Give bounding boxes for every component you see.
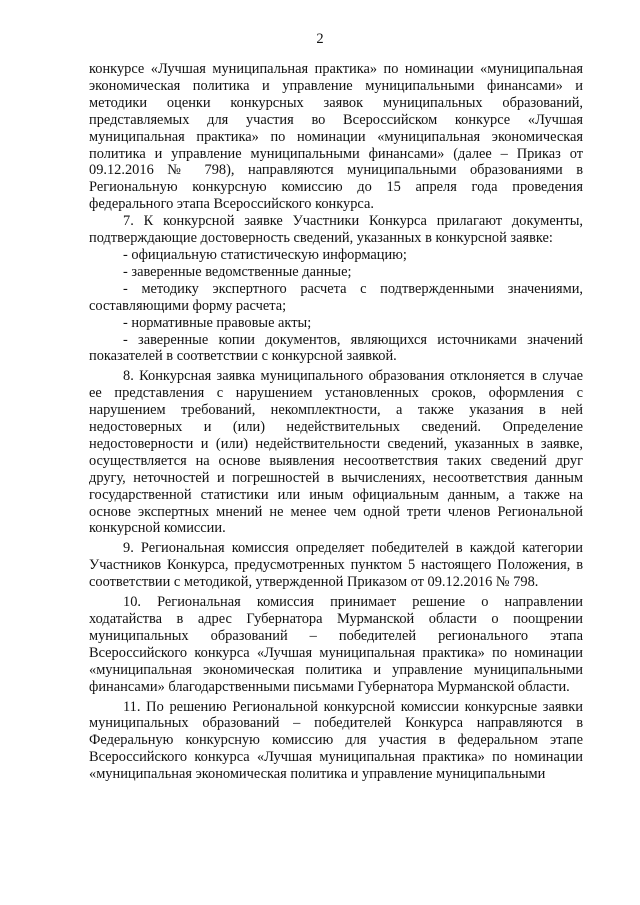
list-item: - методику экспертного расчета с подтвержденными значениями, составляющими форму расчета; [89,280,583,314]
document-body [89,61,583,783]
page-number: 2 [316,31,324,47]
list-item: - официальную статистическую информацию; [123,246,407,263]
list-item: - заверенные ведомственные данные; [123,263,352,280]
paragraph-8: 8. Конкурсная заявка муниципального образования отклоняется в случае ее представления с нарушением установленных сроков, оформления с нарушением требований, некомплектности, а также указания в ней недостоверных и (или) недействительных сведений. Определение недостоверности и (или) недействительности сведений, указанных в заявке, осуществляется на основе выявления несоответствия таких сведений друг другу, неточностей и погрешностей в вычислениях, несоответствия данным государственной статистики или иным официальным данным, а также на основе экспертных мнений не менее чем одной трети членов Региональной конкурсной комиссии. [89,368,583,537]
list-item: - заверенные копии документов, являющихся источниками значений показателей в соответствии с конкурсной заявкой. [89,331,583,365]
paragraph-10: 10. Региональная комиссия принимает решение о направлении ходатайства в адрес Губернатора Мурманской области о поощрении муниципальных образований – победителей регионального этапа Всероссийского конкурса «Лучшая муниципальная практика» по номинации «муниципальная экономическая политика и управление муниципальными финансами» благодарственными письмами Губернатора Мурманской области. [89,594,583,695]
paragraph-7: 7. К конкурсной заявке Участники Конкурса прилагают документы, подтверждающие достоверность сведений, указанных в конкурсной заявке: [89,213,583,247]
paragraph-11: 11. По решению Региональной конкурсной комиссии конкурсные заявки муниципальных образований – победителей Конкурса направляются в Федеральную конкурсную комиссию для участия в федеральном этапе Всероссийского конкурса «Лучшая муниципальная практика» по номинации «муниципальная экономическая политика и управление муниципальными [89,698,583,783]
paragraph-6-continuation: конкурсе «Лучшая муниципальная практика» по номинации «муниципальная экономическая политика и управление муниципальными финансами» и методики оценки конкурсных заявок муниципальных образований, представляемых для участия во Всероссийском конкурсе «Лучшая муниципальная практика» по номинации «муниципальная экономическая политика и управление муниципальными финансами» (далее – Приказ от 09.12.2016 № 798), направляются муниципальными образованиями в Региональную конкурсную комиссию до 15 апреля года проведения федерального этапа Всероссийского конкурса. [89,61,583,213]
list-item: - нормативные правовые акты; [123,314,312,331]
paragraph-9: 9. Региональная комиссия определяет победителей в каждой категории Участников Конкурса, предусмотренных пунктом 5 настоящего Положения, в соответствии с методикой, утвержденной Приказом от 09.12.2016 № 798. [89,540,583,591]
